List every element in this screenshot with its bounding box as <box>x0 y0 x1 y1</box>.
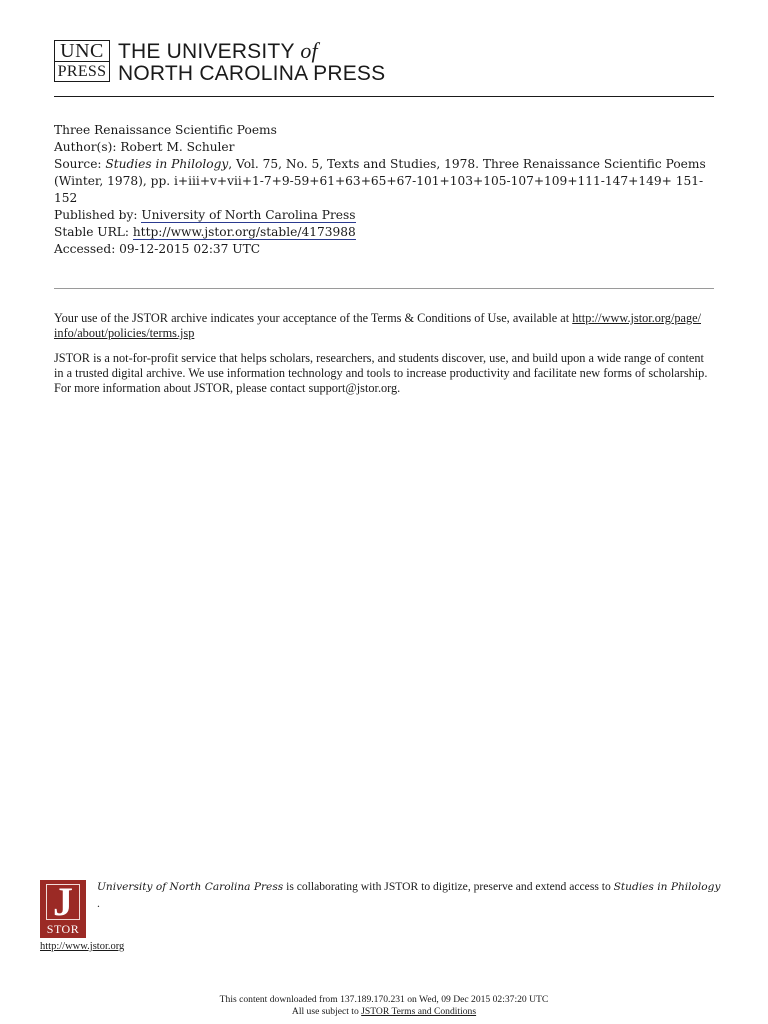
logo-mark-bottom: PRESS <box>54 61 110 82</box>
authors-value: Robert M. Schuler <box>120 140 235 154</box>
collab-journal: Studies in Philology <box>613 881 721 893</box>
logo-mark-top: UNC <box>54 40 110 61</box>
source-journal: Studies in Philology <box>105 157 229 171</box>
press-name-prefix: THE UNIVERSITY <box>118 40 295 63</box>
citation-block <box>54 122 714 258</box>
press-name-line2: NORTH CAROLINA PRESS <box>118 62 386 85</box>
stable-url-link[interactable]: http://www.jstor.org/stable/4173988 <box>132 225 356 239</box>
accessed-line <box>54 241 714 258</box>
jstor-home-link[interactable]: http://www.jstor.org <box>40 941 125 952</box>
source-label: Source: <box>54 157 102 171</box>
download-info: This content downloaded from 137.189.170.231 on Wed, 09 Dec 2015 02:37:20 UTC <box>219 994 549 1005</box>
stable-url-label: Stable URL: <box>54 225 129 239</box>
jstor-logo-word: STOR <box>46 922 80 936</box>
jstor-terms-link[interactable]: JSTOR Terms and Conditions <box>361 1006 477 1017</box>
terms-subject-prefix: All use subject to <box>291 1006 362 1017</box>
terms-paragraph <box>54 311 714 341</box>
published-label: Published by: <box>54 208 138 222</box>
terms-subject-line <box>0 1006 768 1018</box>
unc-press-logo <box>54 40 112 82</box>
jstor-logo-letter: J <box>53 879 73 924</box>
collab-middle: is collaborating with JSTOR to digitize, preserve and extend access to <box>283 880 614 893</box>
press-name <box>118 40 385 85</box>
accessed-value: 09-12-2015 02:37 UTC <box>119 242 261 256</box>
collaboration-note <box>97 880 737 911</box>
press-name-line1 <box>118 40 385 63</box>
collab-end: . <box>97 897 100 910</box>
download-note <box>0 994 768 1018</box>
authors-label: Author(s): <box>54 140 117 154</box>
publisher-header <box>54 40 714 96</box>
section-divider <box>54 288 714 289</box>
terms-link[interactable]: http://www.jstor.org/page/ info/about/policies/terms.jsp <box>54 311 701 340</box>
stable-url-line <box>54 224 714 241</box>
press-name-of: of <box>300 38 318 63</box>
header-divider <box>54 96 714 97</box>
article-title: Three Renaissance Scientific Poems <box>54 123 277 137</box>
collab-press: University of North Carolina Press <box>97 881 284 893</box>
jstor-description: JSTOR is a not-for-profit service that helps scholars, researchers, and students discover, use, and build upon a wide range of content in a trusted digital archive. We use information technology and tools to increase productivity and facilitate new forms of scholarship. For more information about JSTOR, please contact support@jstor.org. <box>54 351 708 395</box>
terms-notes <box>54 311 714 406</box>
terms-text: Your use of the JSTOR archive indicates your acceptance of the Terms & Conditions of Use, available at <box>54 311 573 325</box>
authors-line <box>54 139 714 156</box>
accessed-label: Accessed: <box>54 242 116 256</box>
publisher-link[interactable]: University of North Carolina Press <box>141 208 356 222</box>
jstor-logo <box>40 880 86 938</box>
published-by-line <box>54 207 714 224</box>
source-details: , Vol. 75, No. 5, Texts and Studies, 1978. Three Renaissance Scientific Poems (Winter, 1978), pp. i+iii+v+vii+1-7+9-59+61+63+65+67-101+103+105-107+109+111-147+149+ 151-152 <box>54 157 706 205</box>
source-line <box>54 156 714 207</box>
